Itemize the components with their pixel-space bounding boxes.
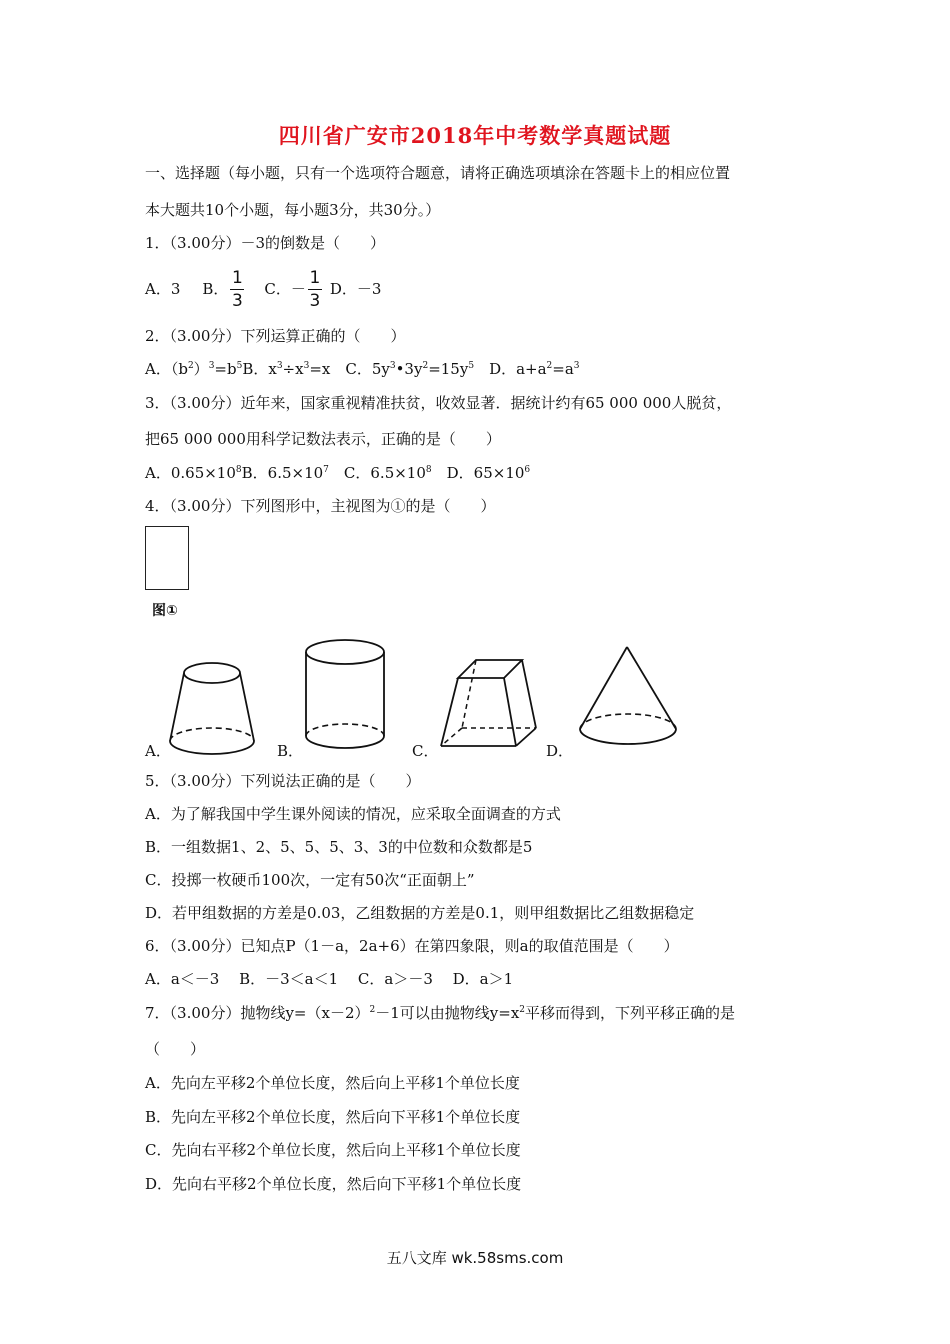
q1-stem: 1．（3.00分）－3的倒数是（ ） [145, 234, 385, 252]
q5-option-c: C．投掷一枚硬币100次，一定有50次“正面朝上” [145, 871, 475, 889]
square-frustum-figure [436, 656, 551, 756]
q2-options: A．$(b^2)^3=b^5B$．$x^3\div x^3=x$ C．$5y^3•3y^2=15y^5$ D．$a+a^2=a^3$ [145, 360, 580, 378]
q1-option-b: B． [202, 280, 229, 298]
q7-option-d: D．先向右平移2个单位长度，然后向下平移1个单位长度 [145, 1175, 522, 1193]
q4-option-a-label: A． [145, 742, 171, 760]
q1-options [145, 267, 382, 311]
section-heading-line1: 一、选择题（每小题，只有一个选项符合题意，请将正确选项填涂在答题卡上的相应位置 [145, 164, 731, 182]
q3-stem-line1: 3．（3.00分）近年来，国家重视精准扶贫，收效显著．据统计约有65 000 000人脱贫， [145, 394, 732, 412]
cone-figure [572, 643, 684, 755]
q4-option-b-label: B． [277, 742, 304, 760]
q1-option-a: A．3 [145, 280, 181, 298]
q1-fraction-b [230, 269, 244, 310]
fraction-numerator: 1 [309, 267, 321, 288]
page-title: 四川省广安市2018年中考数学真题试题 [278, 123, 672, 148]
q4-option-d-label: D． [546, 742, 574, 760]
q5-option-d: D．若甲组数据的方差是0.03，乙组数据的方差是0.1，则甲组数据比乙组数据稳定 [145, 904, 695, 922]
fraction-numerator: 1 [232, 267, 243, 288]
q7-option-b: B．先向左平移2个单位长度，然后向下平移1个单位长度 [145, 1108, 521, 1126]
q1-option-d: D．－3 [329, 280, 382, 298]
q7-stem-line1: 7．（3.00分）抛物线$y=(x-2)^2-1$可以由抛物线$y=x^2$平移而得到，下列平移正确的是 [145, 1004, 736, 1022]
q1-option-c: C．－ [264, 280, 306, 298]
q3-options: A．$0.65\times 10^8B$．$6.5\times 10^7$ C．$6.5\times 10^8$ D．$65\times 10^6$ [145, 464, 531, 482]
q4-option-c-label: C． [412, 742, 439, 760]
frustum-figure [162, 655, 262, 760]
section-heading-line2: 本大题共10个小题，每小题3分，共30分。） [145, 201, 441, 219]
fraction-denominator: 3 [232, 290, 243, 311]
q3-stem-line2: 把65 000 000用科学记数法表示，正确的是（ ） [145, 430, 501, 448]
q5-option-b: B．一组数据1、2、5、5、5、3、3的中位数和众数都是5 [145, 838, 533, 856]
figure-label: 图① [152, 603, 178, 619]
cylinder-figure [300, 636, 390, 754]
q7-option-a: A．先向左平移2个单位长度，然后向上平移1个单位长度 [145, 1074, 520, 1092]
q1-fraction-c [308, 269, 322, 310]
front-view-rectangle [145, 526, 189, 590]
q2-stem: 2．（3.00分）下列运算正确的（ ） [145, 327, 406, 345]
q5-option-a: A．为了解我国中学生课外阅读的情况，应采取全面调查的方式 [145, 805, 561, 823]
q4-stem: 4．（3.00分）下列图形中，主视图为①的是（ ） [145, 497, 496, 515]
q6-stem: 6．（3.00分）已知点P（1－a，2a+6）在第四象限，则a的取值范围是（ ） [145, 937, 679, 955]
q5-stem: 5．（3.00分）下列说法正确的是（ ） [145, 772, 421, 790]
q6-options: A．a＜－3 B．－3＜a＜1 C．a＞－3 D．a＞1 [145, 970, 514, 988]
q7-stem-line2: （ ） [145, 1040, 206, 1058]
fraction-denominator: 3 [309, 290, 321, 311]
q7-option-c: C．先向右平移2个单位长度，然后向上平移1个单位长度 [145, 1141, 521, 1159]
footer-watermark: 五八文库 wk.58sms.com [386, 1249, 564, 1267]
